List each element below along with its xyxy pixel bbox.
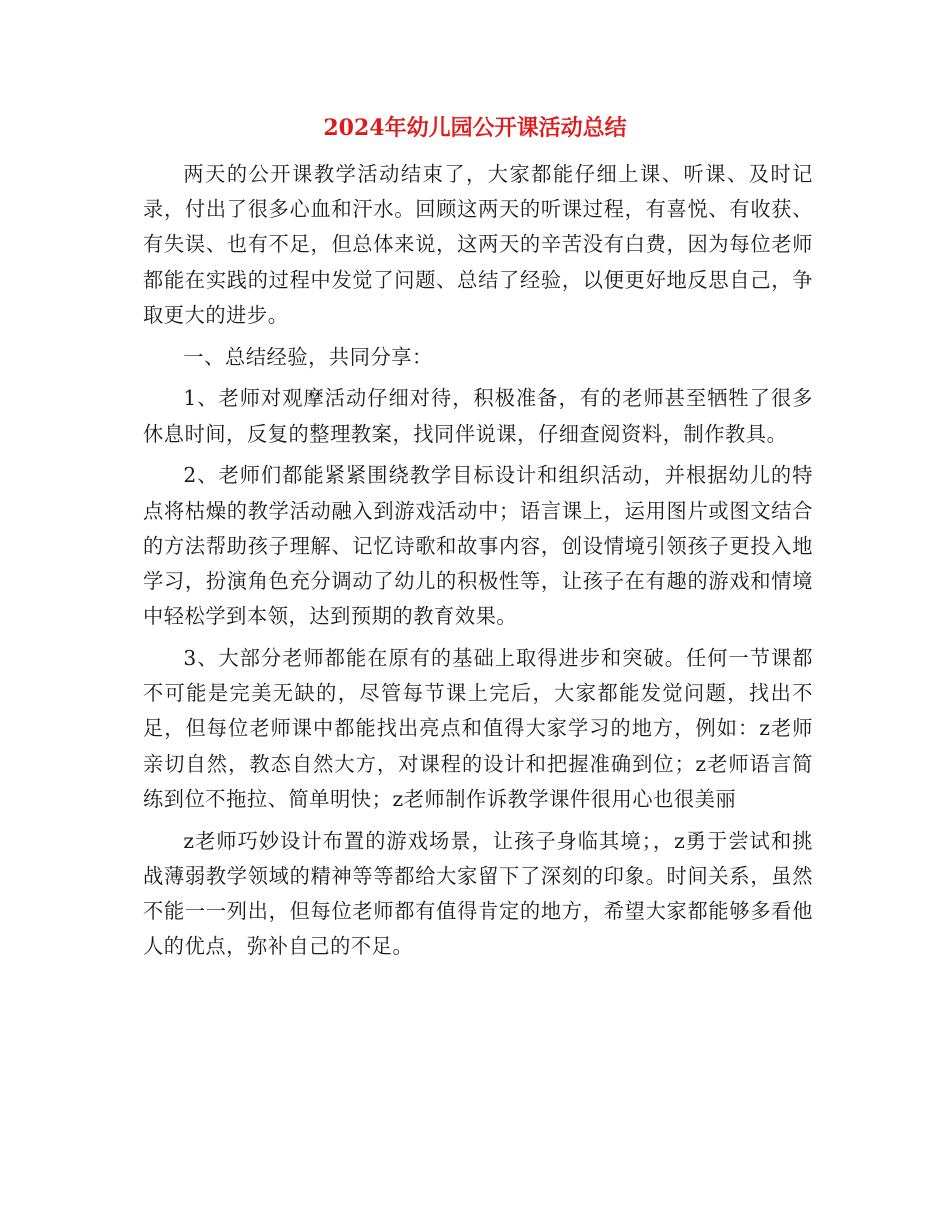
paragraph-intro: 两天的公开课教学活动结束了，大家都能仔细上课、听课、及时记录，付出了很多心血和汗水。回顾这两天的听课过程，有喜悦、有收获、有失误、也有不足，但总体来说，这两天的辛苦没有白费，因为每位老师都能在实践的过程中发觉了问题、总结了经验，以便更好地反思自己，争取更大的进步。 [143, 162, 813, 327]
document-body [143, 157, 813, 971]
paragraph-point-2: 2、老师们都能紧紧围绕教学目标设计和组织活动，并根据幼儿的特点将枯燥的教学活动融入到游戏活动中；语言课上，运用图片或图文结合的方法帮助孩子理解、记忆诗歌和故事内容，创设情境引领孩子更投入地学习，扮演角色充分调动了幼儿的积极性等，让孩子在有趣的游戏和情境中轻松学到本领，达到预期的教育效果。 [143, 463, 813, 629]
paragraph-point-1: 1、老师对观摩活动仔细对待，积极准备，有的老师甚至牺牲了很多休息时间，反复的整理教案，找同伴说课，仔细查阅资料，制作教具。 [143, 386, 813, 446]
paragraph-point-3: 3、大部分老师都能在原有的基础上取得进步和突破。任何一节课都不可能是完美无缺的，尽管每节课上完后，大家都能发觉问题，找出不足，但每位老师课中都能找出亮点和值得大家学习的地方，例如：z老师亲切自然，教态自然大方，对课程的设计和把握准确到位；z老师语言简练到位不拖拉、简单明快；z老师制作诉教学课件很用心也很美丽 [143, 646, 813, 811]
paragraph-conclusion: z老师巧妙设计布置的游戏场景，让孩子身临其境；，z勇于尝试和挑战薄弱教学领域的精神等等都给大家留下了深刻的印象。时间关系，虽然不能一一列出，但每位老师都有值得肯定的地方，希望大家都能够多看他人的优点，弥补自己的不足。 [143, 828, 813, 959]
page-title: 2024年幼儿园公开课活动总结 [323, 115, 627, 141]
section-heading-summary: 一、总结经验，共同分享： [183, 344, 433, 369]
